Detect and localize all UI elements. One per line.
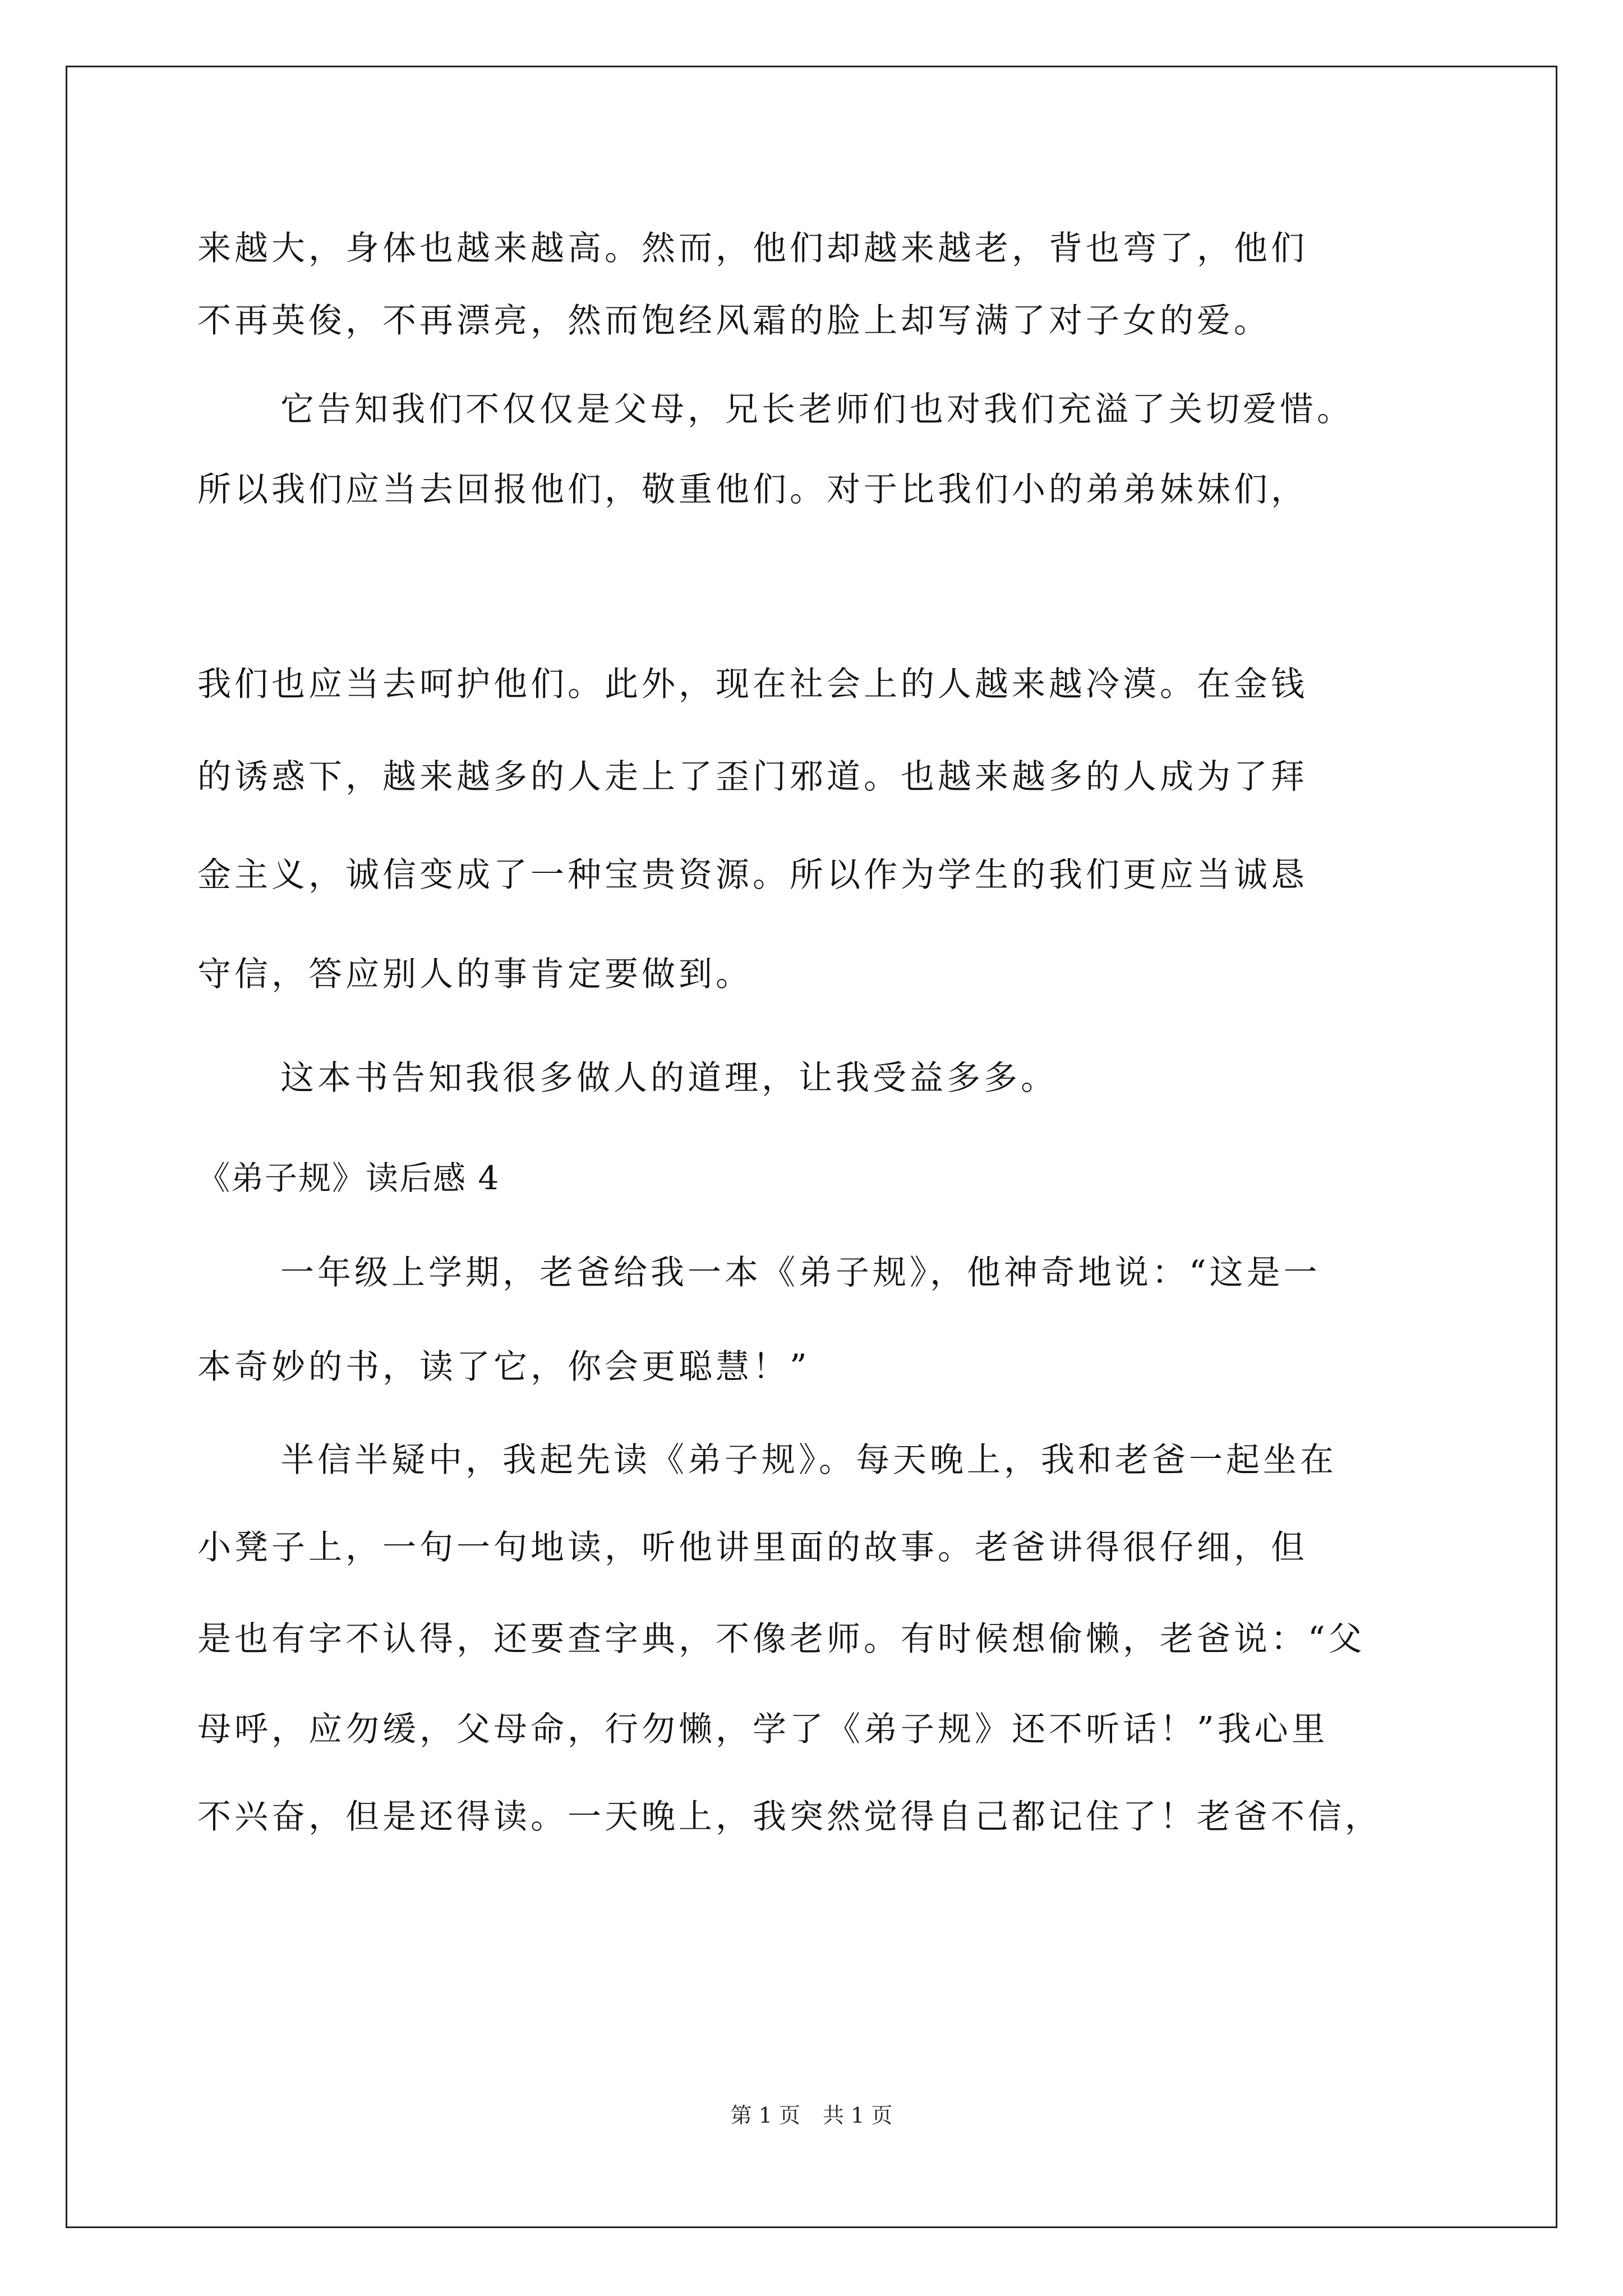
- paragraph-first-line: 这本书告知我很多做人的道理，让我受益多多。: [280, 1059, 1058, 1098]
- text-line: 本奇妙的书，读了它，你会更聪慧！”: [197, 1347, 810, 1387]
- text-line: 金主义，诚信变成了一种宝贵资源。所以作为学生的我们更应当诚恳: [197, 855, 1308, 895]
- text-line: 不兴奋，但是还得读。一天晚上，我突然觉得自己都记住了！老爸不信，: [197, 1797, 1382, 1837]
- text-line: 是也有字不认得，还要查字典，不像老师。有时候想偷懒，老爸说：“父: [197, 1619, 1366, 1659]
- text-line: 来越大，身体也越来越高。然而，他们却越来越老，背也弯了，他们: [197, 229, 1308, 268]
- text-line: 的诱惑下，越来越多的人走上了歪门邪道。也越来越多的人成为了拜: [197, 757, 1308, 797]
- text-line: 我们也应当去呵护他们。此外，现在社会上的人越来越冷漠。在金钱: [197, 665, 1308, 704]
- paragraph-first-line: 一年级上学期，老爸给我一本《弟子规》，他神奇地说：“这是一: [280, 1253, 1321, 1292]
- text-line: 母呼，应勿缓，父母命，行勿懒，学了《弟子规》还不听话！”我心里: [197, 1710, 1329, 1749]
- text-line: 不再英俊，不再漂亮，然而饱经风霜的脸上却写满了对子女的爱。: [197, 301, 1271, 341]
- page-number: 第 1 页: [730, 2103, 800, 2128]
- section-heading: 《弟子规》读后感 4: [197, 1159, 500, 1197]
- paragraph-first-line: 半信半疑中，我起先读《弟子规》。每天晚上，我和老爸一起坐在: [280, 1441, 1337, 1480]
- text-line: 守信，答应别人的事肯定要做到。: [197, 955, 753, 994]
- text-line: 所以我们应当去回报他们，敬重他们。对于比我们小的弟弟妹妹们，: [197, 470, 1308, 509]
- text-line: 小凳子上，一句一句地读，听他讲里面的故事。老爸讲得很仔细，但: [197, 1528, 1308, 1567]
- page-footer: [0, 2101, 1623, 2129]
- paragraph-first-line: 它告知我们不仅仅是父母，兄长老师们也对我们充溢了关切爱惜。: [280, 390, 1354, 429]
- page-total: 共 1 页: [823, 2103, 893, 2128]
